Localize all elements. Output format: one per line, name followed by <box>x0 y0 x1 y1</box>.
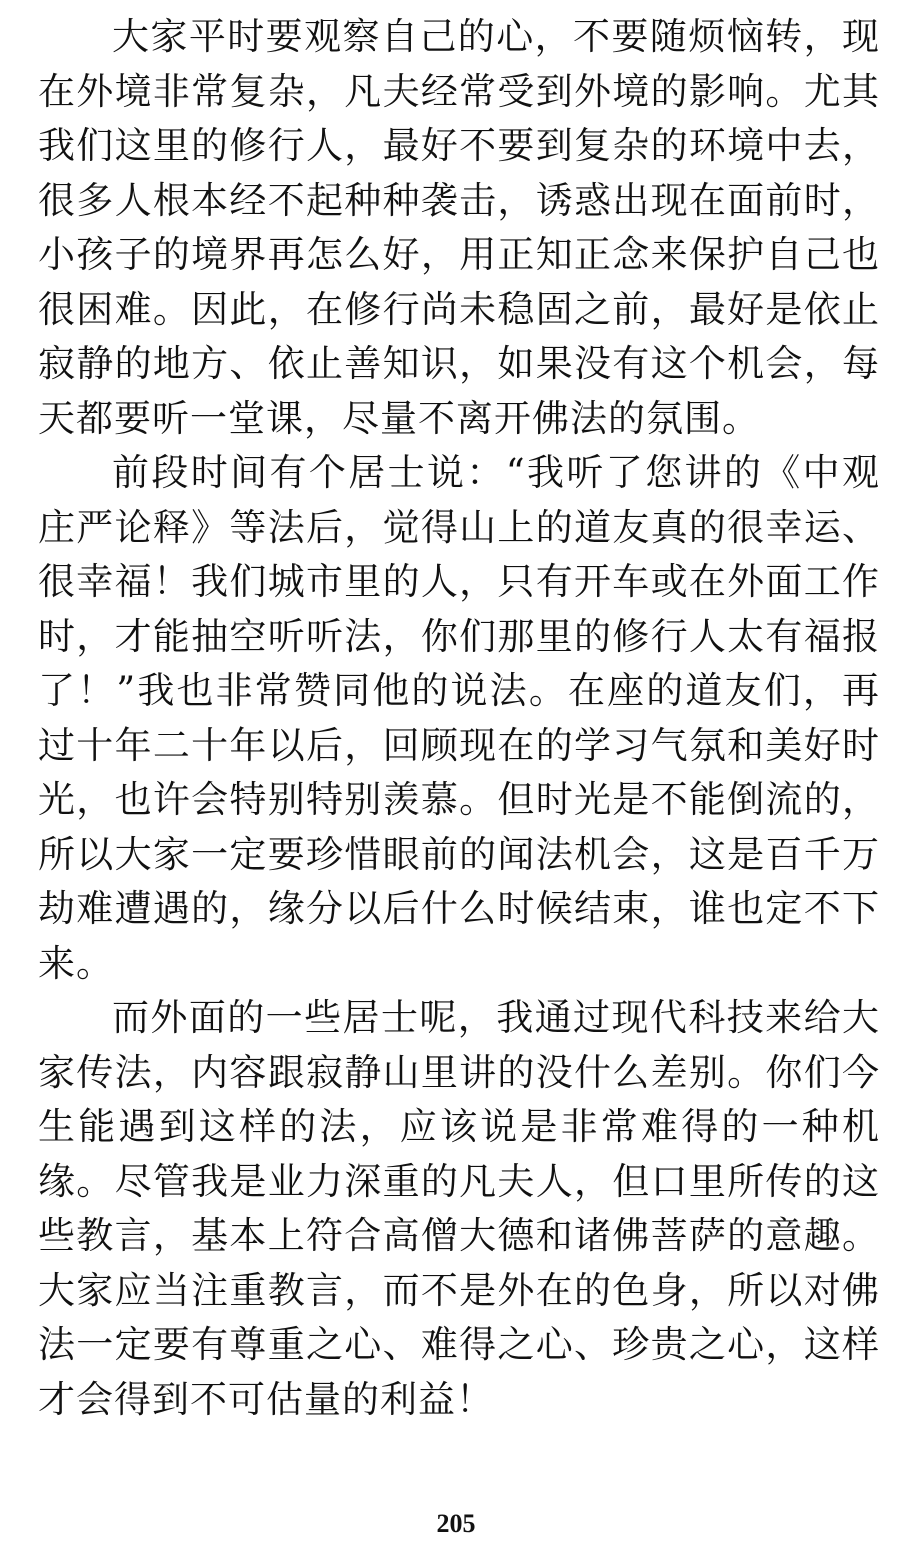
page-number: 205 <box>436 1509 476 1538</box>
paragraph-3: 而外面的一些居士呢，我通过现代科技来给大家传法，内容跟寂静山里讲的没什么差别。你们今生能遇到这样的法，应该说是非常难得的一种机缘。尽管我是业力深重的凡夫人，但口里所传的这些教言，基本上符合高僧大德和诸佛菩萨的意趣。大家应当注重教言，而不是外在的色身，所以对佛法一定要有尊重之心、难得之心、珍贵之心，这样才会得到不可估量的利益！ <box>38 996 880 1421</box>
paragraph-2: 前段时间有个居士说：“我听了您讲的《中观庄严论释》等法后，觉得山上的道友真的很幸运、很幸福！我们城市里的人，只有开车或在外面工作时，才能抽空听听法，你们那里的修行人太有福报了！”我也非常赞同他的说法。在座的道友们，再过十年二十年以后，回顾现在的学习气氛和美好时光，也许会特别特别羡慕。但时光是不能倒流的，所以大家一定要珍惜眼前的闻法机会，这是百千万劫难遭遇的，缘分以后什么时候结束，谁也定不下来。 <box>38 451 880 985</box>
paragraph-1: 大家平时要观察自己的心，不要随烦恼转，现在外境非常复杂，凡夫经常受到外境的影响。尤其我们这里的修行人，最好不要到复杂的环境中去，很多人根本经不起种种袭击，诱惑出现在面前时，小孩子的境界再怎么好，用正知正念来保护自己也很困难。因此，在修行尚未稳固之前，最好是依止寂静的地方、依止善知识，如果没有这个机会，每天都要听一堂课，尽量不离开佛法的氛围。 <box>38 15 880 440</box>
page-body <box>38 10 880 1427</box>
